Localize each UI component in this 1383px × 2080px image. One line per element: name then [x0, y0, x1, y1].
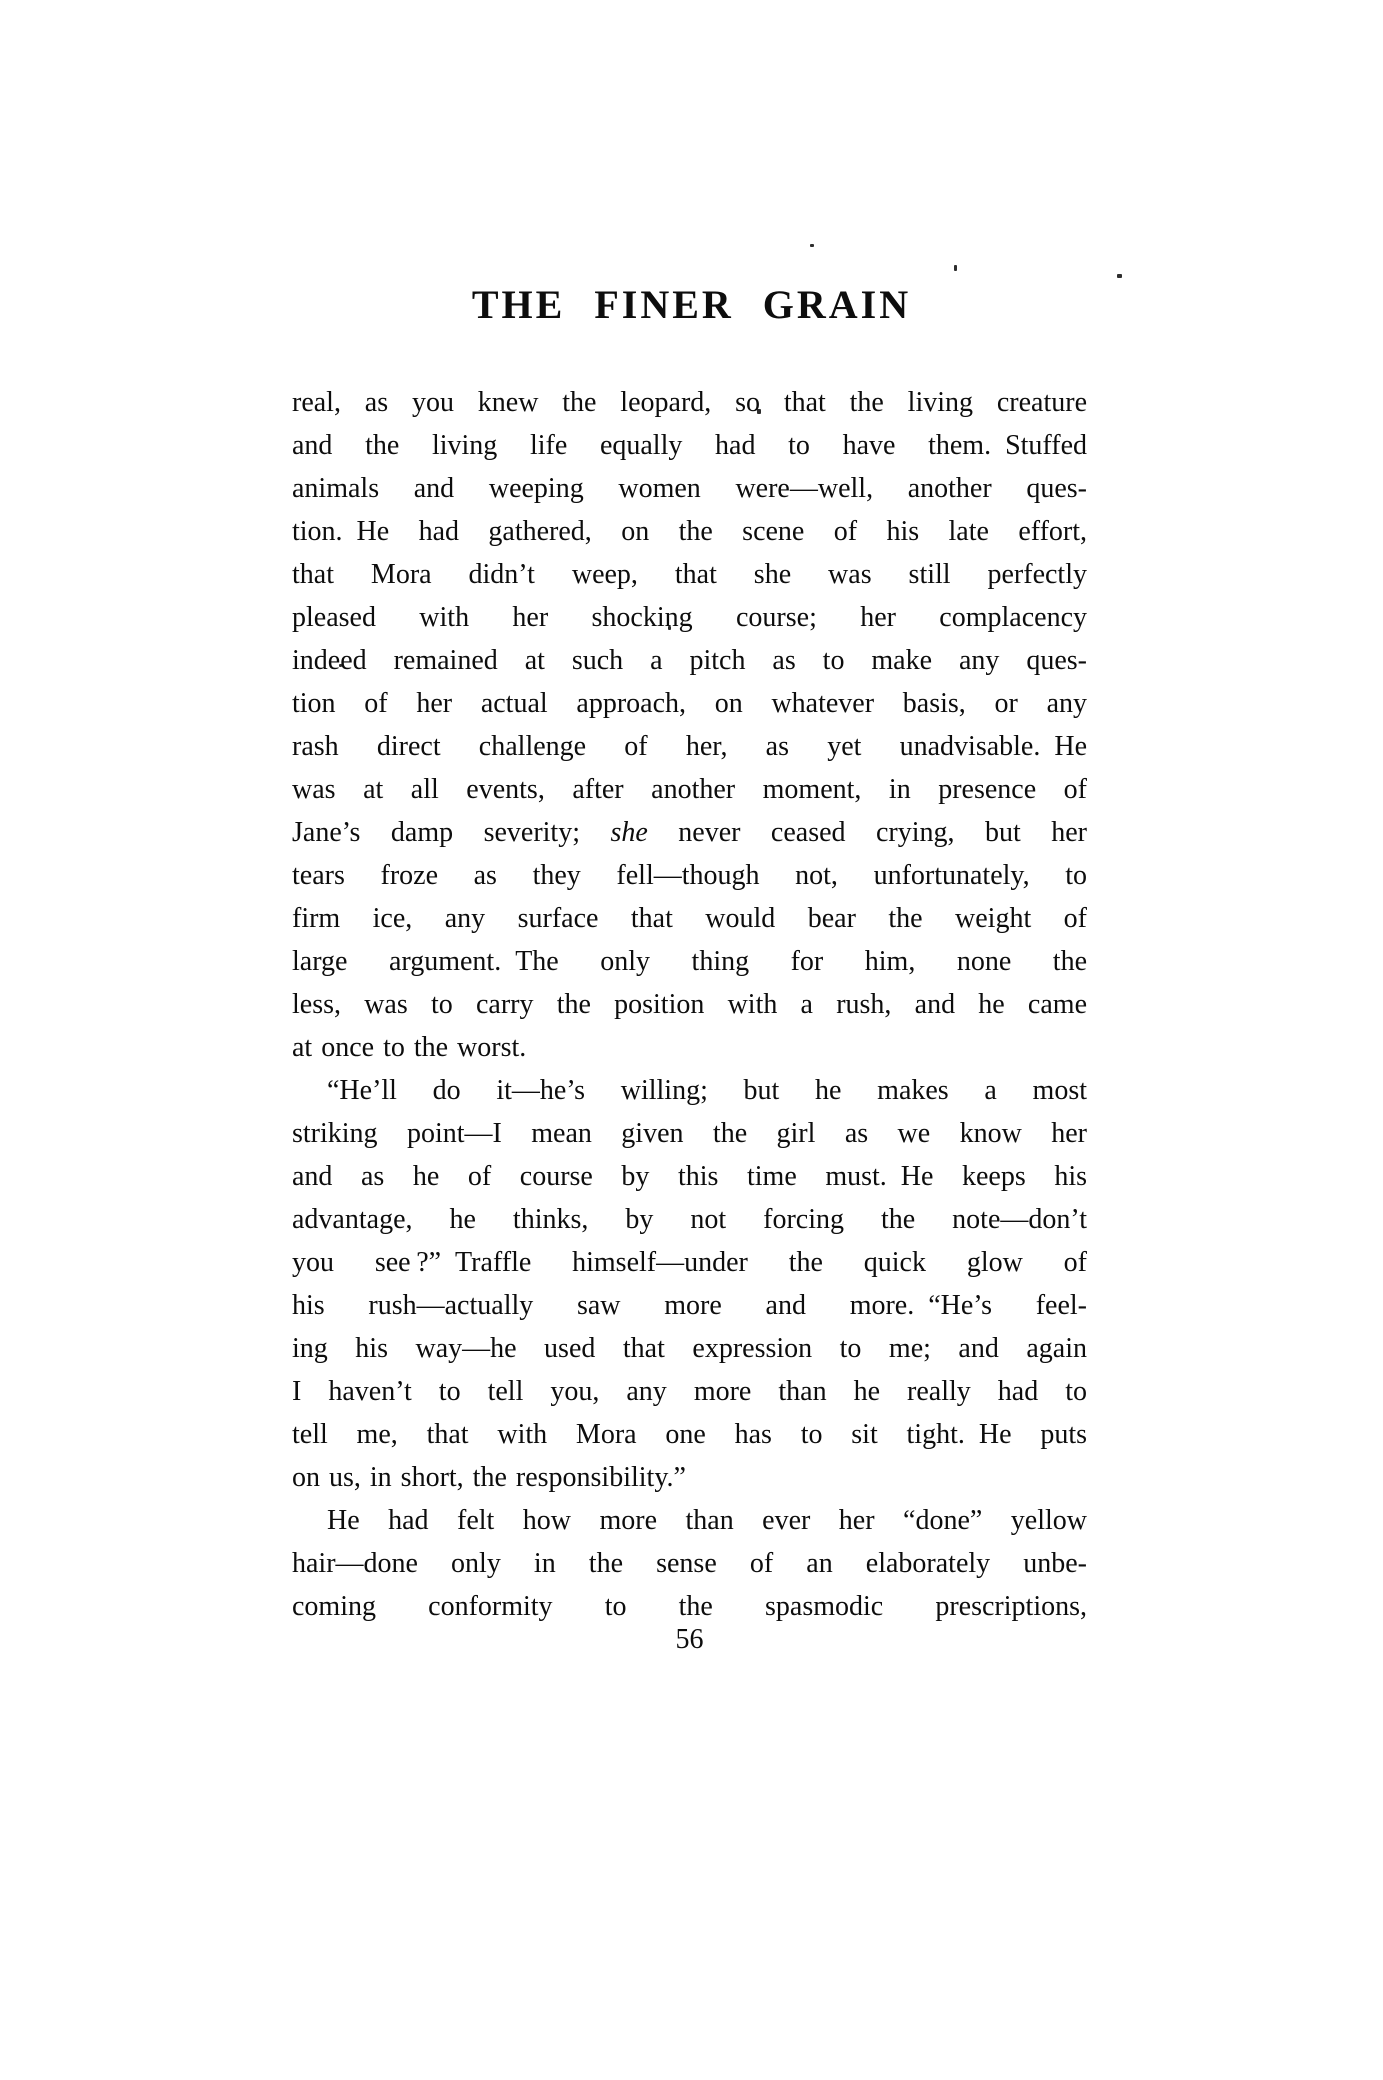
text-line: indeed remained at such a pitch as to make any ques-: [292, 645, 1087, 676]
text-line: striking point—I mean given the girl as we know her: [292, 1118, 1087, 1149]
text-line: tears froze as they fell—though not, unfortunately, to: [292, 860, 1087, 891]
italic-word: she: [610, 817, 648, 848]
text-line: that Mora didn’t weep, that she was still perfectly: [292, 559, 1087, 590]
text-line: I haven’t to tell you, any more than he really had to: [292, 1376, 1087, 1407]
text-line-paragraph-start: “He’ll do it—he’s willing; but he makes a most: [327, 1075, 1087, 1106]
text-line: you see ?” Traffle himself—under the quick glow of: [292, 1247, 1087, 1278]
text-line: real, as you knew the leopard, so that the living creature: [292, 387, 1087, 418]
text-line-paragraph-end: on us, in short, the responsibility.”: [292, 1462, 686, 1493]
text-line: hair—done only in the sense of an elaborately unbe-: [292, 1548, 1087, 1579]
text-line: his rush—actually saw more and more. “He’s feel-: [292, 1290, 1087, 1321]
text-line: rash direct challenge of her, as yet unadvisable. He: [292, 731, 1087, 762]
scan-speck: [810, 244, 814, 247]
text-line: firm ice, any surface that would bear the weight of: [292, 903, 1087, 934]
running-head-title: THE FINER GRAIN: [471, 282, 912, 327]
text-line: advantage, he thinks, by not forcing the note—don’t: [292, 1204, 1087, 1235]
text-line: and as he of course by this time must. He keeps his: [292, 1161, 1087, 1192]
scan-speck: [1117, 274, 1122, 278]
page-number: 56: [675, 1624, 704, 1655]
text-line: was at all events, after another moment, in presence of: [292, 774, 1087, 805]
body-text: [292, 381, 1087, 1628]
text-segment: never ceased crying, but her: [647, 817, 1087, 848]
text-line-paragraph-end: at once to the worst.: [292, 1032, 527, 1063]
scan-speck: [954, 265, 957, 271]
text-segment: Jane’s damp severity;: [292, 817, 611, 848]
text-line: [292, 811, 1087, 854]
text-line: coming conformity to the spasmodic prescriptions,: [292, 1591, 1087, 1622]
text-line: less, was to carry the position with a rush, and he came: [292, 989, 1087, 1020]
text-line: and the living life equally had to have them. Stuffed: [292, 430, 1087, 461]
text-line: tell me, that with Mora one has to sit tight. He puts: [292, 1419, 1087, 1450]
text-line: pleased with her shocking course; her complacency: [292, 602, 1087, 633]
text-line: animals and weeping women were—well, another ques-: [292, 473, 1087, 504]
text-line: ing his way—he used that expression to me; and again: [292, 1333, 1087, 1364]
text-line: tion of her actual approach, on whatever basis, or any: [292, 688, 1087, 719]
text-line: tion. He had gathered, on the scene of his late effort,: [292, 516, 1087, 547]
text-line-paragraph-start: He had felt how more than ever her “done” yellow: [327, 1505, 1087, 1536]
text-line: large argument. The only thing for him, none the: [292, 946, 1087, 977]
